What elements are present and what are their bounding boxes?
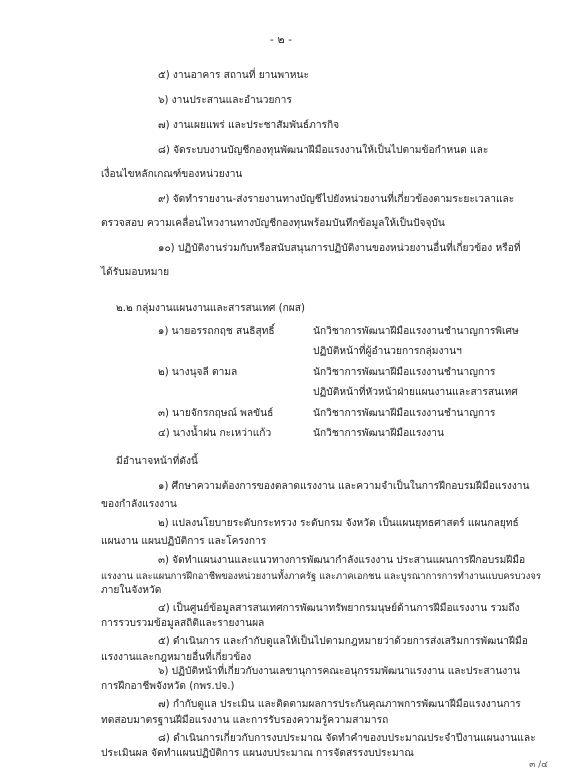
duty-line: ๙) จัดทำรายงาน-ส่งรายงานทางบัญชีไปยังหน่วยงานที่เกี่ยวข้องตามระยะเวลาและ (158, 194, 515, 205)
staff-name: ๒) นางนุจลี ตามล (158, 367, 238, 378)
duty-line: ๑๐) ปฏิบัติงานร่วมกับหรือสนับสนุนการปฏิบัติงานของหน่วยงานอื่นที่เกี่ยวข้อง หรือที่ (158, 243, 521, 254)
duty-line: ตรวจสอบ ความเคลื่อนไหวงานทางบัญชีกองทุนพร้อมบันทึกข้อมูลให้เป็นปัจจุบัน (101, 218, 445, 229)
section-heading: ๒.๒ กลุ่มงานแผนงานและสารสนเทศ (กผส) (116, 303, 305, 314)
duty-line: ภายในจังหวัด (101, 584, 162, 596)
staff-name: ๔) นางน้ำฝน กะเหว่าแก้ว (158, 428, 272, 439)
page-number: - ๒ - (269, 33, 293, 46)
duty-line: ๖) งานประสานและอำนวยการ (158, 95, 292, 106)
duty-line: ประเมินผล จัดทำแผนปฏิบัติการ แผนงบประมาณ การจัดสรรงบประมาณ (101, 748, 414, 759)
staff-name: ๑) นายอรรถกฤช สนธิสุทธิ์ (158, 326, 275, 337)
duty-line: ๕) งานอาคาร สถานที่ ยานพาหนะ (158, 70, 309, 81)
staff-role: นักวิชาการพัฒนาฝีมือแรงงาน (313, 428, 444, 439)
duty-line: ๑) ศึกษาความต้องการของตลาดแรงงาน และความจำเป็นในการฝึกอบรมฝีมือแรงงาน (158, 481, 530, 492)
duty-line: การฝึกอาชีพจังหวัด (กพร.ปจ.) (101, 681, 235, 693)
duty-line: แรงงานและกฎหมายอื่นที่เกี่ยวข้อง (101, 651, 252, 663)
staff-name: ๓) นายจักรกฤษณ์ พลขันธ์ (158, 408, 274, 419)
duty-line: เงื่อนไขหลักเกณฑ์ของหน่วยงาน (101, 169, 243, 180)
duty-line: ๗) งานเผยแพร่ และประชาสัมพันธ์ภารกิจ (158, 120, 340, 131)
duty-line: แผนงาน แผนปฏิบัติการ และโครงการ (101, 536, 267, 548)
duty-line: ๒) แปลงนโยบายระดับกระทรวง ระดับกรม จังหวัด เป็นแผนยุทธศาสตร์ แผนกลยุทธ์ (158, 518, 519, 530)
staff-role: นักวิชาการพัฒนาฝีมือแรงงานชำนาญการพิเศษ (313, 326, 519, 337)
staff-role: ปฏิบัติหน้าที่หัวหน้าฝ่ายแผนงานและสารสนเทศ (313, 387, 518, 398)
duties-intro: มีอำนาจหน้าที่ดังนี้ (116, 456, 198, 467)
corner-mark: ๓ /๔ (529, 760, 548, 770)
staff-role: นักวิชาการพัฒนาฝีมือแรงงานชำนาญการ (313, 408, 496, 419)
duty-line: ๕) ดำเนินการ และกำกับดูแลให้เป็นไปตามกฎหมายว่าด้วยการส่งเสริมการพัฒนาฝีมือ (158, 636, 528, 648)
duty-line: ได้รับมอบหมาย (101, 267, 170, 278)
duty-line: ๖) ปฏิบัติหน้าที่เกี่ยวกับงานเลขานุการคณะอนุกรรมพัฒนาแรงงาน และประสานงาน (158, 666, 520, 678)
duty-line: ๘) จัดระบบงานบัญชีกองทุนพัฒนาฝีมือแรงงานให้เป็นไปตามข้อกำหนด และ (158, 145, 489, 156)
duty-line: ๔) เป็นศูนย์ข้อมูลสารสนเทศการพัฒนาทรัพยากรมนุษย์ด้านการฝีมือแรงงาน รวมถึง (158, 603, 520, 615)
duty-line: ๓) จัดทำแผนงานและแนวทางการพัฒนากำลังแรงงาน ประสานแผนการฝึกอบรมฝีมือ (158, 555, 526, 567)
staff-role: ปฏิบัติหน้าที่ผู้อำนวยการกลุ่มงานฯ (313, 346, 462, 357)
duty-line: ของกำลังแรงงาน (101, 499, 177, 511)
duty-line: ทดสอบมาตรฐานฝีมือแรงงาน และการรับรองความรู้ความสามารถ (101, 714, 389, 726)
staff-role: นักวิชาการพัฒนาฝีมือแรงงานชำนาญการ (313, 367, 496, 378)
duty-line: ๗) กำกับดูแล ประเมิน และติดตามผลการประกันคุณภาพการพัฒนาฝีมือแรงงานการ (158, 699, 521, 711)
duty-line: ๘) ดำเนินการเกี่ยวกับการงบประมาณ จัดทำคำของบประมาณประจำปีงานแผนงานและ (158, 732, 536, 744)
duty-line: การรวบรวมข้อมูลสถิติและรายงานผล (101, 618, 265, 630)
duty-line: แรงงาน และแผนการฝึกอาชีพของหน่วยงานทั้งภาครัฐ และภาคเอกชน และบูรณาการการทำงานแบบครบวงจร (101, 570, 541, 582)
